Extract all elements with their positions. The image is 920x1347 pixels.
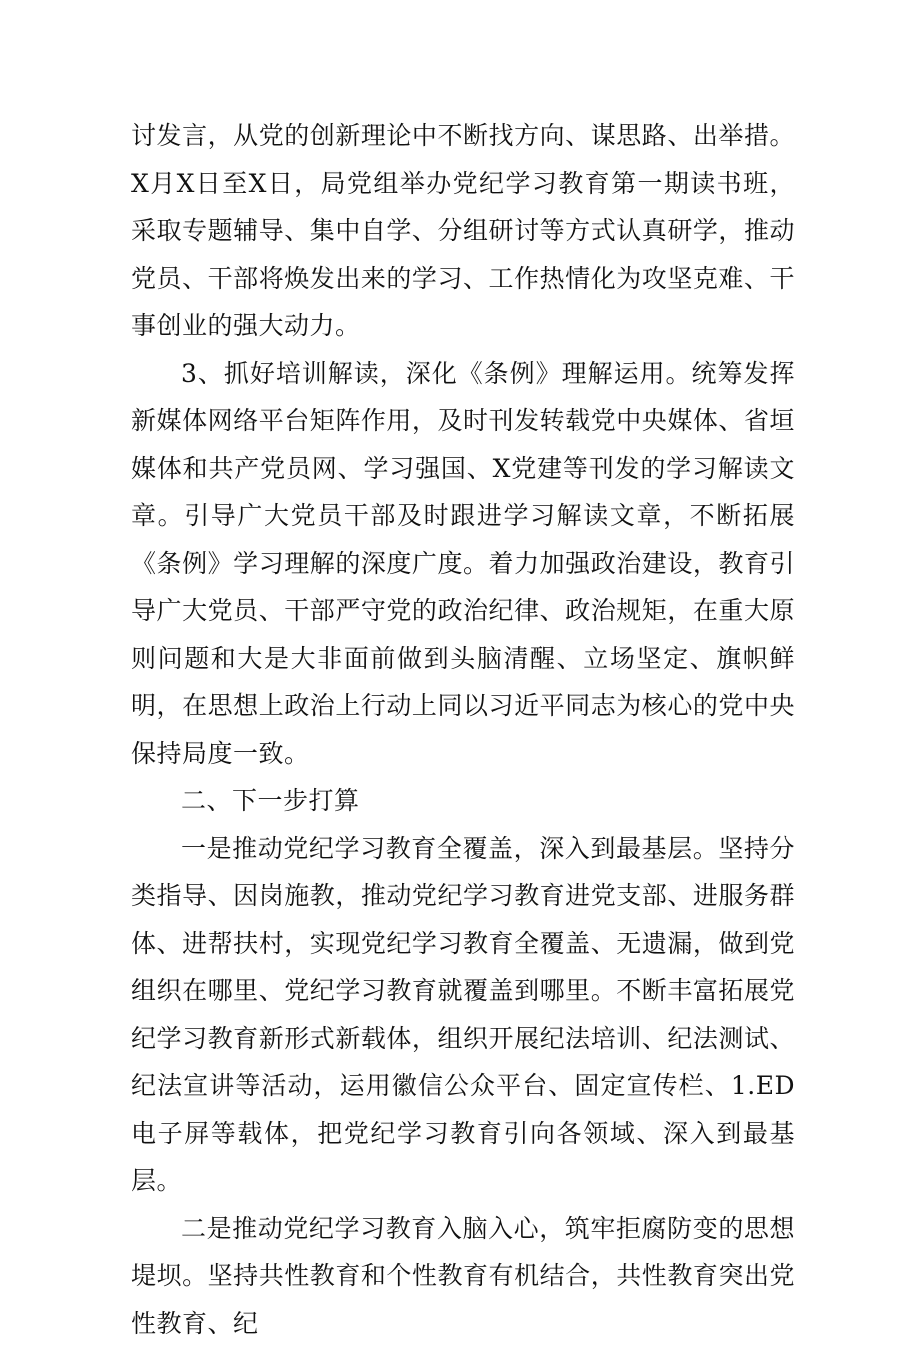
paragraph-continuation: 讨发言，从党的创新理论中不断找方向、谋思路、出举措。X月X日至X日，局党组举办党纪学习教育第一期读书班，采取专题辅导、集中自学、分组研讨等方式认真研学，推动党员、干部将焕发出来的学习、工作热情化为攻坚克难、干事创业的强大动力。 xyxy=(131,112,795,350)
paragraph-full-coverage: 一是推动党纪学习教育全覆盖，深入到最基层。坚持分类指导、因岗施教，推动党纪学习教育进党支部、进服务群体、进帮扶村，实现党纪学习教育全覆盖、无遗漏，做到党组织在哪里、党纪学习教育就覆盖到哪里。不断丰富拓展党纪学习教育新形式新载体，组织开展纪法培训、纪法测试、纪法宣讲等活动，运用徽信公众平台、固定宣传栏、1.ED电子屏等载体，把党纪学习教育引向各领域、深入到最基层。 xyxy=(131,825,795,1205)
paragraph-internalize: 二是推动党纪学习教育入脑入心，筑牢拒腐防变的思想堤坝。坚持共性教育和个性教育有机结合，共性教育突出党性教育、纪 xyxy=(131,1205,795,1347)
document-body xyxy=(131,112,795,1347)
section-heading-next-steps: 二、下一步打算 xyxy=(131,777,795,825)
paragraph-training-interpretation: 3、抓好培训解读，深化《条例》理解运用。统筹发挥新媒体网络平台矩阵作用，及时刊发转载党中央媒体、省垣媒体和共产党员网、学习强国、X党建等刊发的学习解读文章。引导广大党员干部及时跟进学习解读文章，不断拓展《条例》学习理解的深度广度。着力加强政治建设，教育引导广大党员、干部严守党的政治纪律、政治规矩，在重大原则问题和大是大非面前做到头脑清醒、立场坚定、旗帜鲜明，在思想上政治上行动上同以习近平同志为核心的党中央保持局度一致。 xyxy=(131,350,795,778)
